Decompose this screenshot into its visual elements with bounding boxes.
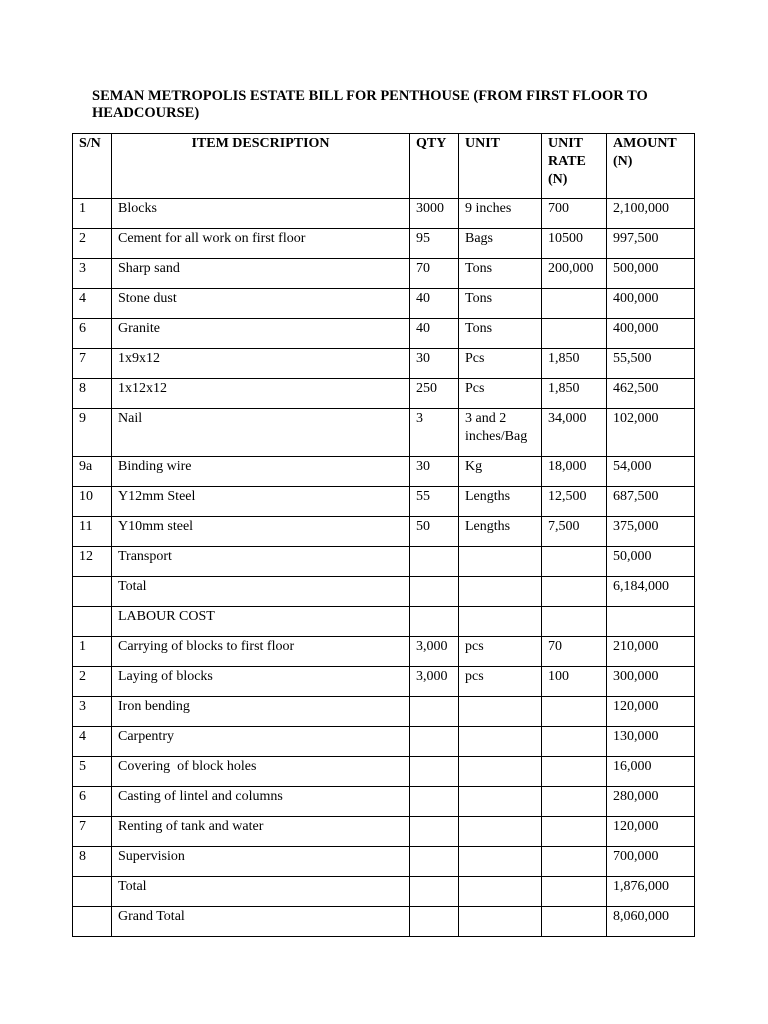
cell-amount: 50,000 [607,547,695,577]
table-row [73,517,695,547]
cell-unit [459,727,542,757]
cell-rate [542,547,607,577]
cell-description: Granite [112,319,410,349]
cell-rate: 18,000 [542,457,607,487]
cell-amount: 54,000 [607,457,695,487]
materials-total-label: Total [112,577,410,607]
table-header-row [73,134,695,199]
cell-sn: 7 [73,817,112,847]
cell-qty: 3,000 [410,637,459,667]
table-row [73,817,695,847]
cell-description: Sharp sand [112,259,410,289]
cell-rate: 700 [542,199,607,229]
cell-rate [542,817,607,847]
cell-unit: Lengths [459,517,542,547]
cell-qty [410,697,459,727]
cell-description: Covering of block holes [112,757,410,787]
header-item-description: ITEM DESCRIPTION [112,134,410,199]
cell-rate: 1,850 [542,379,607,409]
cell-unit [459,577,542,607]
cell-sn: 1 [73,199,112,229]
labour-total-row [73,877,695,907]
cell-unit: Bags [459,229,542,259]
cell-rate [542,697,607,727]
cell-amount: 400,000 [607,319,695,349]
cell-sn [73,907,112,937]
cell-rate: 1,850 [542,349,607,379]
cell-qty [410,757,459,787]
cell-unit: pcs [459,667,542,697]
header-unit: UNIT [459,134,542,199]
cell-sn: 5 [73,757,112,787]
cell-sn: 9 [73,409,112,457]
cell-unit: Tons [459,319,542,349]
cell-rate [542,319,607,349]
cell-qty [410,607,459,637]
cell-amount: 300,000 [607,667,695,697]
cell-qty: 70 [410,259,459,289]
cell-description: Supervision [112,847,410,877]
materials-total-amount: 6,184,000 [607,577,695,607]
cell-qty [410,817,459,847]
table-row [73,757,695,787]
cell-unit: pcs [459,637,542,667]
cell-unit [459,847,542,877]
cell-rate [542,877,607,907]
cell-description: Cement for all work on first floor [112,229,410,259]
cell-rate [542,757,607,787]
cell-description: Carpentry [112,727,410,757]
cell-rate [542,907,607,937]
cell-qty: 95 [410,229,459,259]
cell-description: Casting of lintel and columns [112,787,410,817]
cell-qty: 40 [410,289,459,319]
cell-sn: 7 [73,349,112,379]
page-title: SEMAN METROPOLIS ESTATE BILL FOR PENTHOUSE (FROM FIRST FLOOR TO HEADCOURSE) [92,88,648,121]
cell-rate: 10500 [542,229,607,259]
table-row [73,319,695,349]
cell-sn: 12 [73,547,112,577]
cell-amount: 997,500 [607,229,695,259]
cell-description: Transport [112,547,410,577]
cell-sn: 3 [73,697,112,727]
cell-description: Stone dust [112,289,410,319]
table-row [73,409,695,457]
cell-unit [459,607,542,637]
cell-description: 1x9x12 [112,349,410,379]
cell-unit [459,877,542,907]
cell-rate: 7,500 [542,517,607,547]
cell-sn [73,607,112,637]
cell-sn: 11 [73,517,112,547]
cell-unit [459,787,542,817]
cell-amount: 462,500 [607,379,695,409]
cell-sn: 3 [73,259,112,289]
cell-unit [459,547,542,577]
cell-qty: 40 [410,319,459,349]
cell-unit: Lengths [459,487,542,517]
cell-sn: 2 [73,667,112,697]
table-row [73,229,695,259]
cell-amount: 16,000 [607,757,695,787]
cell-amount: 210,000 [607,637,695,667]
materials-total-row [73,577,695,607]
cell-sn: 8 [73,379,112,409]
cell-rate: 34,000 [542,409,607,457]
cell-amount: 102,000 [607,409,695,457]
table-row [73,697,695,727]
cell-sn: 4 [73,727,112,757]
cell-amount: 120,000 [607,817,695,847]
cell-description: Y12mm Steel [112,487,410,517]
cell-amount: 375,000 [607,517,695,547]
cell-qty: 3 [410,409,459,457]
cell-unit [459,697,542,727]
cell-unit [459,817,542,847]
cell-unit: Pcs [459,349,542,379]
cell-rate [542,847,607,877]
cell-amount: 2,100,000 [607,199,695,229]
cell-description: Renting of tank and water [112,817,410,847]
table-row [73,487,695,517]
labour-total-amount: 1,876,000 [607,877,695,907]
cell-rate: 70 [542,637,607,667]
header-amount: AMOUNT (N) [607,134,695,199]
cell-sn: 9a [73,457,112,487]
cell-sn: 8 [73,847,112,877]
cell-sn [73,877,112,907]
labour-cost-heading: LABOUR COST [112,607,410,637]
cell-description: 1x12x12 [112,379,410,409]
header-unit-rate: UNIT RATE (N) [542,134,607,199]
table-row [73,289,695,319]
cell-sn: 4 [73,289,112,319]
cell-description: Y10mm steel [112,517,410,547]
cell-description: Laying of blocks [112,667,410,697]
grand-total-amount: 8,060,000 [607,907,695,937]
cell-amount: 130,000 [607,727,695,757]
cell-sn [73,577,112,607]
table-row [73,547,695,577]
cell-unit: Tons [459,259,542,289]
grand-total-row [73,907,695,937]
cell-sn: 6 [73,787,112,817]
cell-qty: 3,000 [410,667,459,697]
bill-table [72,133,695,937]
cell-rate: 100 [542,667,607,697]
cell-qty: 50 [410,517,459,547]
cell-sn: 6 [73,319,112,349]
header-qty: QTY [410,134,459,199]
table-row [73,259,695,289]
cell-qty [410,907,459,937]
cell-rate [542,727,607,757]
cell-rate [542,607,607,637]
table-row [73,847,695,877]
table-row [73,727,695,757]
cell-qty [410,547,459,577]
cell-description: Nail [112,409,410,457]
cell-sn: 2 [73,229,112,259]
table-row [73,667,695,697]
cell-unit: 9 inches [459,199,542,229]
cell-sn: 1 [73,637,112,667]
cell-rate [542,787,607,817]
cell-rate [542,577,607,607]
cell-qty [410,727,459,757]
cell-amount: 120,000 [607,697,695,727]
cell-amount: 280,000 [607,787,695,817]
cell-amount: 400,000 [607,289,695,319]
cell-amount [607,607,695,637]
cell-description: Carrying of blocks to first floor [112,637,410,667]
cell-rate [542,289,607,319]
cell-unit: 3 and 2 inches/Bag [459,409,542,457]
cell-amount: 700,000 [607,847,695,877]
cell-rate: 200,000 [542,259,607,289]
cell-unit [459,907,542,937]
cell-amount: 687,500 [607,487,695,517]
table-row [73,349,695,379]
cell-qty: 30 [410,457,459,487]
table-row [73,379,695,409]
cell-qty: 250 [410,379,459,409]
cell-qty: 3000 [410,199,459,229]
cell-qty [410,577,459,607]
cell-rate: 12,500 [542,487,607,517]
cell-qty: 30 [410,349,459,379]
cell-sn: 10 [73,487,112,517]
cell-amount: 55,500 [607,349,695,379]
cell-unit [459,757,542,787]
cell-description: Binding wire [112,457,410,487]
table-row [73,199,695,229]
table-row [73,787,695,817]
grand-total-label: Grand Total [112,907,410,937]
cell-unit: Tons [459,289,542,319]
header-sn: S/N [73,134,112,199]
cell-unit: Pcs [459,379,542,409]
cell-unit: Kg [459,457,542,487]
cell-qty [410,787,459,817]
table-row [73,457,695,487]
cell-description: Blocks [112,199,410,229]
cell-description: Iron bending [112,697,410,727]
labour-total-label: Total [112,877,410,907]
cell-qty: 55 [410,487,459,517]
cell-qty [410,847,459,877]
labour-heading-row [73,607,695,637]
table-row [73,637,695,667]
cell-qty [410,877,459,907]
cell-amount: 500,000 [607,259,695,289]
